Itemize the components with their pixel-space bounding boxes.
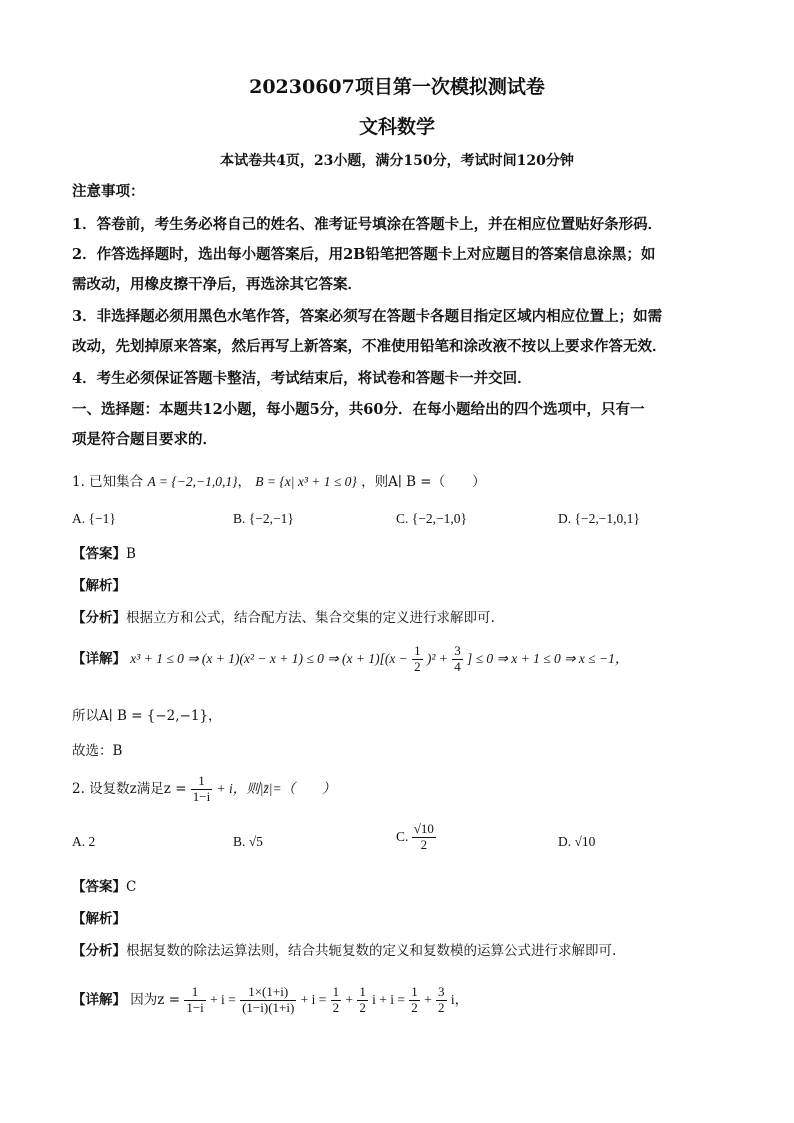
q1-detail-part-c: ] ≤ 0 ⇒ x + 1 ≤ 0 ⇒ x ≤ −1， (467, 651, 629, 666)
q2-frac-5: $\frac{1}{2}$ (411, 984, 418, 1015)
note-1: 1．答卷前，考生务必将自己的姓名、准考证号填涂在答题卡上，并在相应位置贴好条形码． (72, 216, 663, 233)
note-3: 3．非选择题必须用黑色水笔作答，答案必须写在答题卡各题目指定区域内相应位置上；如需 (72, 308, 663, 325)
q2-stem-prefix: 2. 设复数z满足z = (72, 781, 187, 797)
q1-stem-prefix: 1. 已知集合 (72, 474, 144, 490)
note-4: 4．考生必须保证答题卡整洁，考试结束后，将试卷和答题卡一并交回． (72, 370, 532, 387)
exam-title: 20230607项目第一次模拟测试卷 (249, 76, 545, 98)
q1-stem: 1. 已知集合 A = {−2,−1,0,1}， B = {x| x³ + 1 ≤ 0} ，则A∣ B =（ ） (72, 474, 486, 490)
q2-mid-5: + (424, 992, 432, 1007)
q2-stem-suffix: + i，则|z̄|=（ ） (216, 781, 336, 796)
exam-subtitle: 文科数学 (358, 116, 435, 138)
q2-frac-4: $\frac{1}{2}$ (359, 984, 366, 1015)
q1-option-b: B. {−2,−1} (233, 511, 294, 526)
q1-frac-three-quarters: $\frac{3}{4}$ (454, 643, 461, 674)
q2-frac-6: $\frac{3}{2}$ (438, 984, 445, 1015)
q2-detail-prefix: 因为z = (130, 992, 181, 1008)
q2-mid-2: + i = (300, 992, 327, 1007)
q2-option-d: D. √10 (558, 834, 596, 849)
q1-set-b: B = {x| x³ + 1 ≤ 0} (255, 474, 357, 489)
q1-detail-part-b: )² + (426, 651, 448, 666)
q2-mid-1: + i = (210, 992, 236, 1007)
q1-answer-value: B (126, 546, 136, 562)
q2-answer-label: 【答案】 (72, 879, 126, 895)
q1-answer-label: 【答案】 (72, 546, 126, 562)
q1-choice: 故选：B (72, 743, 123, 759)
q2-frac-3: $\frac{1}{2}$ (332, 984, 340, 1015)
q1-stem-suffix: ，则A∣ B =（ ） (361, 474, 486, 490)
q2-frac-1: $\frac{1}{1-i}$ (186, 984, 204, 1015)
q1-answer (72, 548, 136, 562)
q2-mid-4: i + i = (372, 992, 405, 1007)
q2-option-c (396, 822, 436, 853)
q2-option-b: B. √5 (233, 834, 263, 849)
notes-heading: 注意事项： (72, 183, 145, 200)
section-heading-line1: 一、选择题：本题共12小题，每小题5分，共60分．在每小题给出的四个选项中，只有一 (72, 401, 645, 418)
q1-detail-label: 【详解】 (72, 651, 126, 667)
q1-fenxi (72, 612, 495, 626)
q2-fenxi-text: 根据复数的除法运算法则，结合共轭复数的定义和复数模的运算公式进行求解即可. (126, 943, 617, 959)
q2-answer (72, 881, 136, 895)
exam-info: 本试卷共4页，23小题，满分150分，考试时间120分钟 (220, 153, 574, 169)
q2-detail (72, 985, 468, 1016)
q2-detail-label: 【详解】 (72, 992, 126, 1008)
q2-analysis-label: 【解析】 (72, 911, 126, 927)
note-2-cont: 需改动，用橡皮擦干净后，再选涂其它答案． (72, 276, 362, 293)
q1-option-d: D. {−2,−1,0,1} (558, 511, 640, 526)
q2-mid-3: + (345, 992, 354, 1007)
q2-tail: i， (450, 992, 469, 1007)
q1-fenxi-label: 【分析】 (72, 610, 126, 626)
q1-analysis-label: 【解析】 (72, 578, 126, 594)
q1-so: 所以A∣ B = {−2,−1}， (72, 708, 222, 724)
q1-option-c: C. {−2,−1,0} (396, 511, 467, 526)
q2-fenxi-label: 【分析】 (72, 943, 126, 959)
q1-frac-half: $\frac{1}{2}$ (414, 643, 421, 674)
q2-stem (72, 774, 336, 805)
q2-answer-value: C (126, 879, 137, 895)
q1-detail (72, 644, 628, 675)
q1-option-a: A. {−1} (72, 511, 116, 526)
q2-stem-frac: $\frac{1}{1-i}$ (192, 773, 211, 804)
q2-frac-2: $\frac{1\times(1+i)}{(1-i)(1+i)}$ (242, 984, 295, 1015)
q2-option-a: A. 2 (72, 834, 96, 849)
note-3-cont: 改动，先划掉原来答案，然后再写上新答案，不准使用铅笔和涂改液不按以上要求作答无效． (72, 338, 667, 355)
q1-fenxi-text: 根据立方和公式，结合配方法、集合交集的定义进行求解即可. (126, 610, 495, 626)
q1-detail-part-a: x³ + 1 ≤ 0 ⇒ (x + 1)(x² − x + 1) ≤ 0 ⇒ (x + 1)[(x − (130, 651, 408, 666)
q2-option-c-label: C. (396, 829, 409, 844)
section-heading-line2: 项是符合题目要求的． (72, 431, 217, 448)
q2-fenxi (72, 945, 616, 959)
q1-set-a: A = {−2,−1,0,1} (147, 474, 238, 489)
q2-option-c-frac: $\frac{√10}{2}$ (413, 821, 434, 853)
note-2: 2．作答选择题时，选出每小题答案后，用2B铅笔把答题卡上对应题目的答案信息涂黑；如 (72, 246, 656, 263)
